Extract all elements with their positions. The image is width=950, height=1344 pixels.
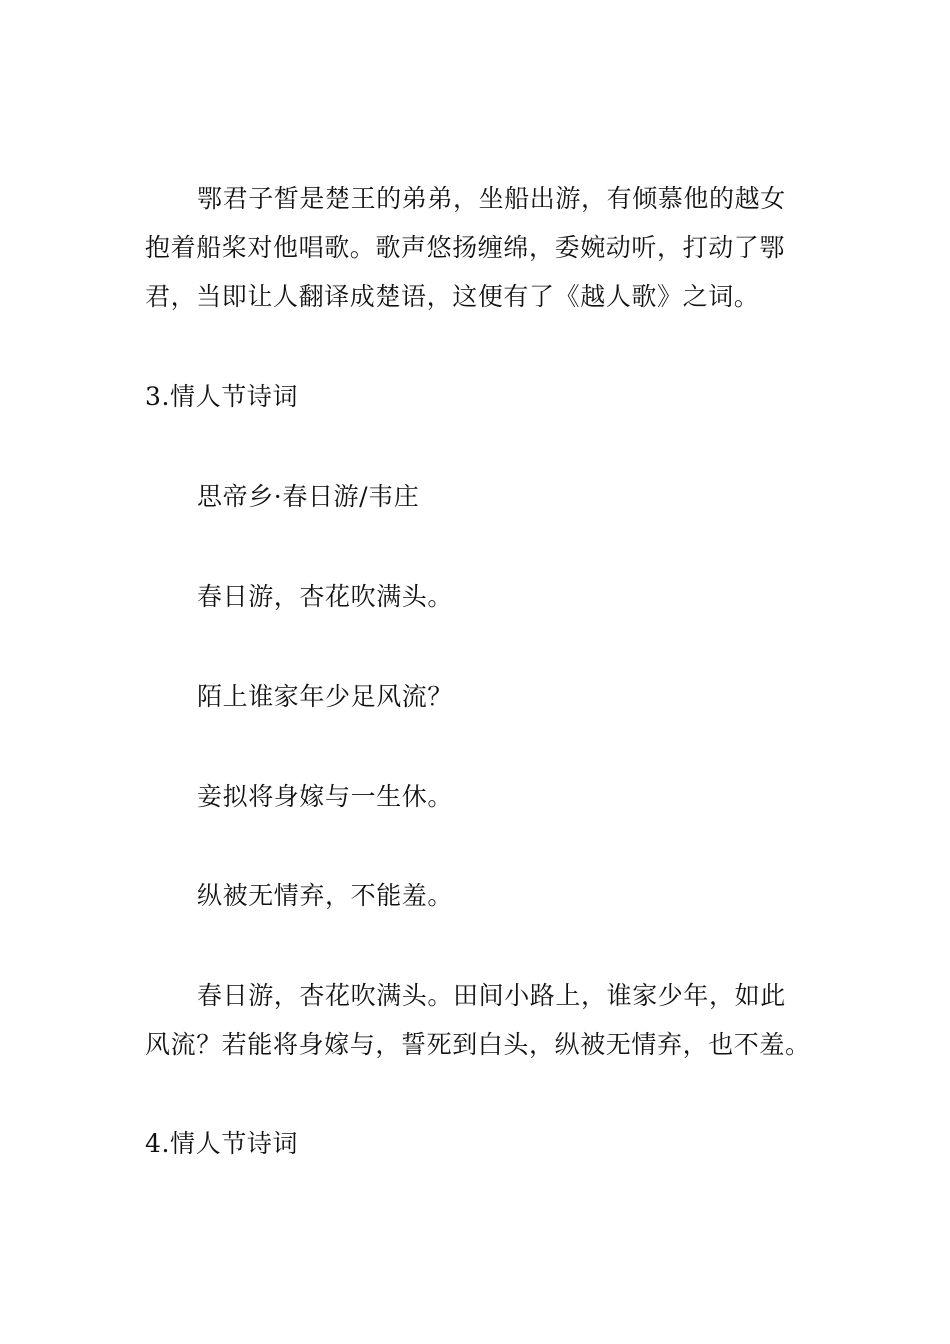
paragraph-1-line-1: 鄂君子皙是楚王的弟弟，坐船出游，有倾慕他的越女 (197, 184, 786, 213)
section-heading-3: 3.情人节诗词 (145, 382, 299, 411)
paragraph-1-line-3: 君，当即让人翻译成楚语，这便有了《越人歌》之词。 (145, 282, 760, 311)
poem-line-1: 春日游，杏花吹满头。 (197, 582, 454, 611)
poem-title: 思帝乡·春日游/韦庄 (197, 482, 420, 511)
paragraph-1-line-2: 抱着船桨对他唱歌。歌声悠扬缠绵，委婉动听，打动了鄂 (145, 233, 786, 262)
paragraph-2-line-1: 春日游，杏花吹满头。田间小路上，谁家少年，如此 (197, 981, 786, 1010)
section-heading-4: 4.情人节诗词 (145, 1129, 299, 1158)
poem-line-3: 妾拟将身嫁与一生休。 (197, 782, 454, 811)
poem-line-2: 陌上谁家年少足风流？ (197, 682, 454, 711)
paragraph-2-line-2: 风流？若能将身嫁与，誓死到白头，纵被无情弃，也不羞。 (145, 1030, 811, 1059)
poem-line-4: 纵被无情弃，不能羞。 (197, 881, 454, 910)
